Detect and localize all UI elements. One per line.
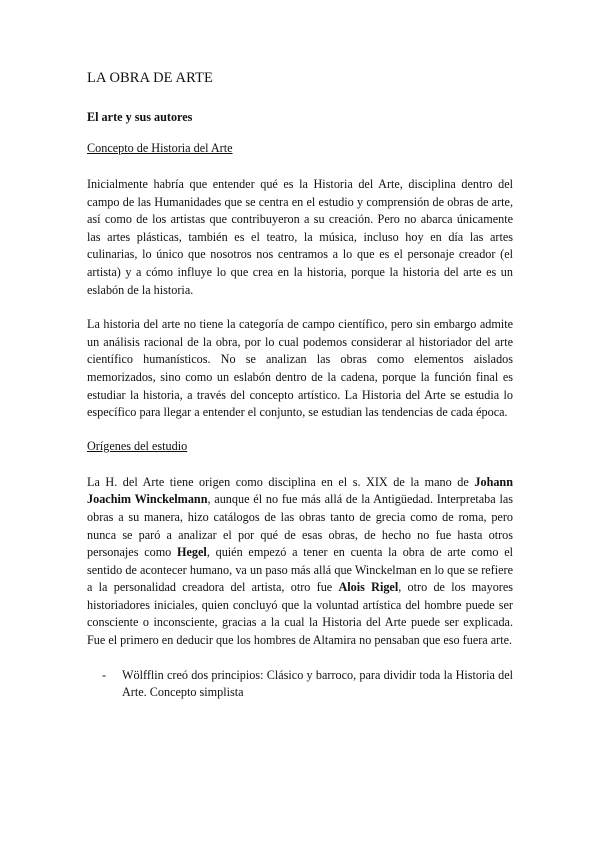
section-heading-concepto: Concepto de Historia del Arte bbox=[87, 141, 233, 155]
paragraph-origenes bbox=[87, 474, 513, 650]
person-name-winckelmann: Johann Joachim Winckelmann bbox=[87, 474, 513, 507]
person-name-rigel: Alois Rigel bbox=[338, 580, 399, 595]
person-name-hegel: Hegel bbox=[177, 545, 207, 560]
bullet-list bbox=[87, 667, 513, 702]
paragraph-concepto-1: Inicialmente habría que entender qué es la Historia del Arte, disciplina dentro del campo de las Humanidades que se centra en el estudio y comprensión de obras de arte, así como de los artistas que contribuyeron a su creación. Pero no abarca únicamente las artes plásticas, también es el teatro, la música, incluso hoy en día las artes culinarias, lo único que nosotros nos centramos a lo que es el personaje creador (el artista) y a cómo influye lo que crea en la historia, porque la historia del arte es un eslabón de la historia. bbox=[87, 177, 513, 297]
document-subtitle: El arte y sus autores bbox=[87, 110, 193, 124]
document-title: LA OBRA DE ARTE bbox=[87, 70, 213, 86]
text-run: , quién empezó a tener en cuenta la obra de arte como el sentido de acontecer humano, va un paso más allá que Winckelman en lo que se refiere a la personalidad creadora del artista, otro fue bbox=[87, 545, 513, 595]
paragraph-concepto-2: La historia del arte no tiene la categoría de campo científico, pero sin embargo admite un análisis racional de la obra, por lo cual podemos considerar al historiador del arte científico humanísticos. No se analizan las obras como elementos aislados memorizados, sino como un eslabón dentro de la cadena, porque la función final es estudiar la historia, a través del concepto artístico. La Historia del Arte se estudia lo específico para llegar a entender el conjunto, se estudian las tendencias de cada época. bbox=[87, 317, 513, 420]
list-item-text: Wölfflin creó dos principios: Clásico y barroco, para dividir toda la Historia del Arte. Concepto simplista bbox=[122, 667, 513, 700]
list-dash: - bbox=[102, 667, 107, 682]
text-run: La H. del Arte tiene origen como disciplina en el s. XIX de la mano de bbox=[87, 474, 475, 489]
list-item bbox=[87, 667, 513, 702]
section-heading-origenes: Orígenes del estudio bbox=[87, 438, 188, 453]
text-run: , aunque él no fue más allá de la Antigüedad. Interpretaba las obras a su manera, hizo catálogos de las obras tanto de grecia como de roma, pero nunca se paró a analizar el por qué de esas obras, de hecho no fue hasta otros personajes como bbox=[87, 492, 513, 560]
text-run: , otro de los mayores historiadores iniciales, quien concluyó que la voluntad artística del hombre puede ser consciente o inconsciente, gracias a la cual la Historia del Arte puede ser explicada. Fue el primero en deducir que los hombres de Altamira no pensaban que eso fuera arte. bbox=[87, 580, 513, 648]
